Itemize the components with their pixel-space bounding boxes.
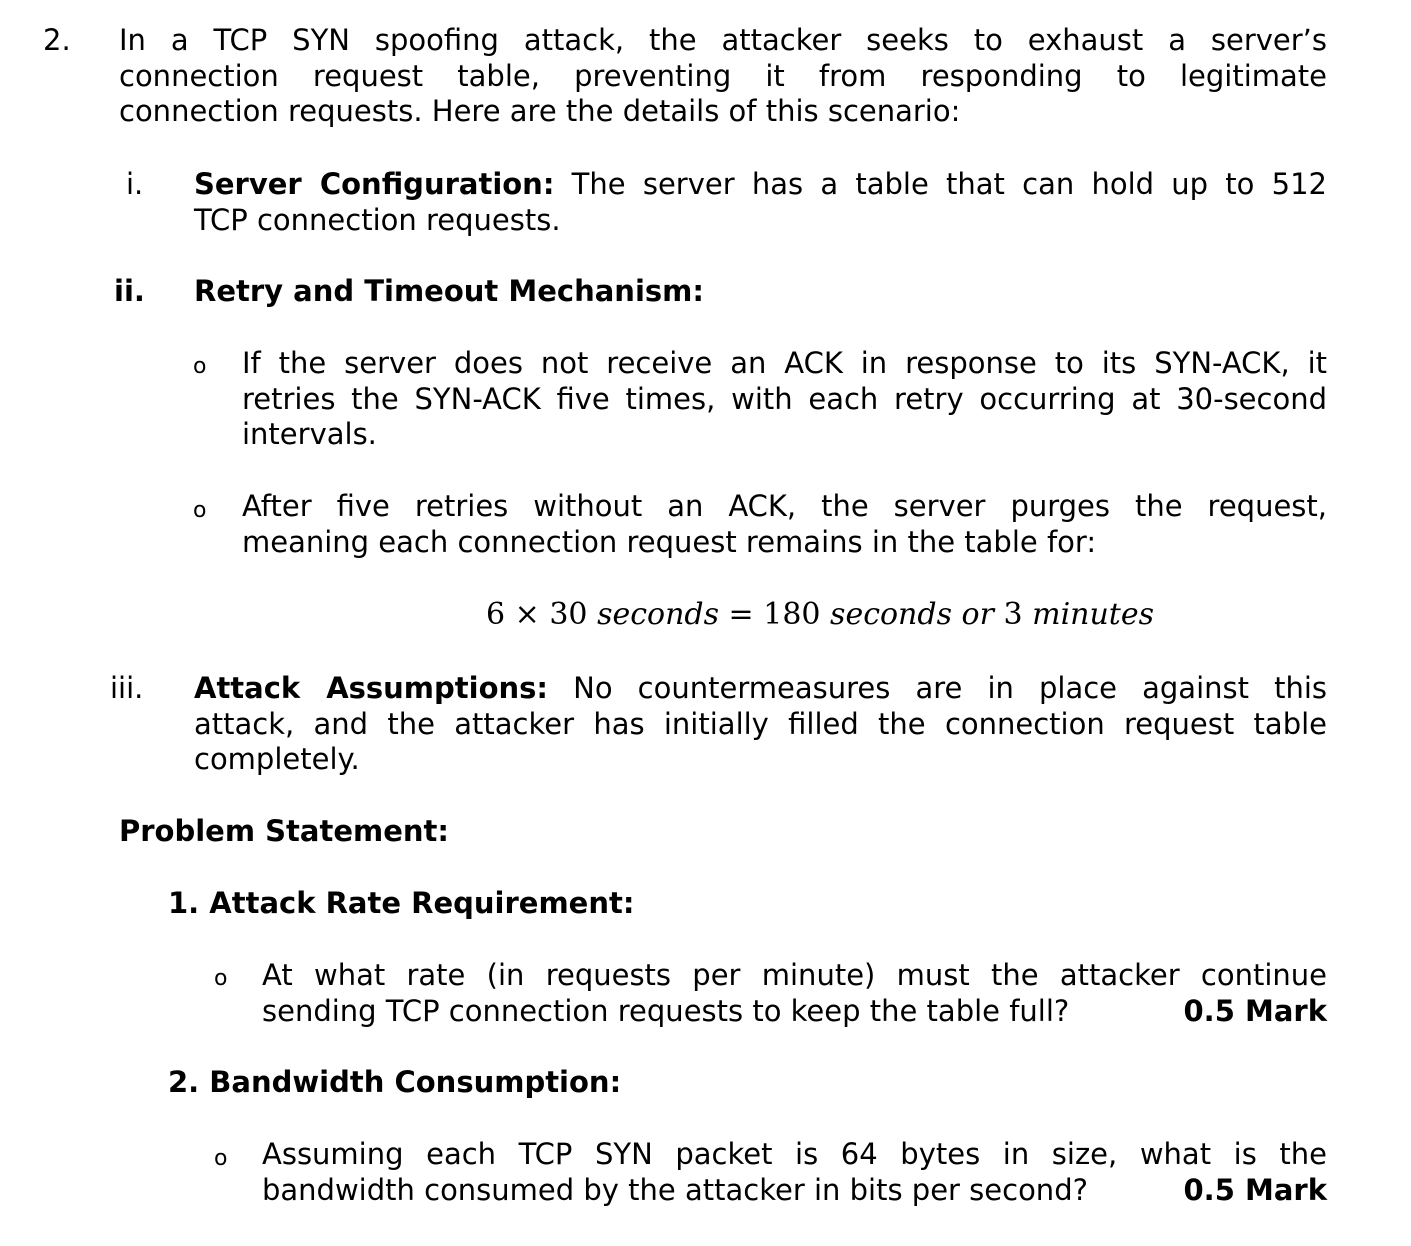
- bullet-icon: o: [193, 498, 207, 523]
- item-3-line-2: attack, and the attacker has initially filled the connection request table: [194, 706, 1327, 741]
- item-1-title: Server Configuration:: [194, 167, 555, 201]
- item-1-line-1: [194, 167, 1327, 203]
- part-1-line-2: [262, 994, 1327, 1030]
- bullet-icon: o: [193, 354, 207, 379]
- formula-equals: =: [728, 597, 754, 632]
- formula-d: 3: [1003, 597, 1023, 632]
- item-2-bullet-2-line-1: After five retries without an ACK, the server purges the request,: [242, 489, 1327, 523]
- problem-heading: Problem Statement:: [119, 814, 450, 848]
- intro-line-2: connection request table, preventing it from responding to legitimate: [119, 58, 1327, 93]
- item-1-line-2: TCP connection requests.: [194, 202, 561, 237]
- item-1-marker: i.: [126, 167, 144, 201]
- item-3-line-3: completely.: [194, 742, 360, 776]
- item-2-marker: ii.: [114, 274, 145, 308]
- formula-times: ×: [514, 597, 540, 632]
- question-intro: [119, 23, 1327, 130]
- formula-b: 30: [549, 597, 588, 632]
- formula-c: 180: [763, 597, 821, 632]
- bullet-icon: o: [214, 966, 228, 991]
- formula-seconds-1: seconds: [597, 597, 719, 632]
- item-3-title: Attack Assumptions:: [194, 671, 549, 705]
- question-number: 2.: [43, 23, 71, 57]
- part-1-question: [262, 958, 1327, 1029]
- formula-minutes: minutes: [1032, 597, 1155, 632]
- part-1-mark: 0.5 Mark: [1183, 993, 1327, 1028]
- formula-or: or: [961, 597, 994, 632]
- item-3-marker: iii.: [110, 671, 144, 705]
- item-2-bullet-1: [242, 346, 1327, 453]
- item-2-bullet-2: [242, 489, 1327, 560]
- item-3-attack-assumptions: [194, 671, 1327, 778]
- item-1-line-1-rest: The server has a table that can hold up to 512: [554, 167, 1327, 201]
- part-1-title: 1. Attack Rate Requirement:: [168, 886, 635, 920]
- intro-line-1: In a TCP SYN spoofing attack, the attacker seeks to exhaust a server’s: [119, 23, 1327, 57]
- item-2-bullet-1-line-3: intervals.: [242, 417, 377, 451]
- part-2-question: [262, 1137, 1327, 1208]
- part-2-line-2: [262, 1173, 1327, 1209]
- intro-line-3: connection requests. Here are the details of this scenario:: [119, 94, 961, 128]
- item-3-line-1-rest: No countermeasures are in place against this: [548, 671, 1328, 705]
- part-2-title: 2. Bandwidth Consumption:: [168, 1065, 622, 1099]
- item-1-server-configuration: [194, 167, 1327, 238]
- formula-a: 6: [486, 597, 506, 632]
- part-2-line-1: Assuming each TCP SYN packet is 64 bytes in size, what is the: [262, 1137, 1327, 1171]
- part-2-line-2-text: bandwidth consumed by the attacker in bits per second?: [262, 1172, 1088, 1207]
- item-2-bullet-1-line-1: If the server does not receive an ACK in response to its SYN-ACK, it: [242, 346, 1327, 380]
- formula-seconds-2: seconds: [830, 597, 952, 632]
- item-2-bullet-2-line-2: meaning each connection request remains in the table for:: [242, 524, 1097, 559]
- item-3-line-1: [194, 671, 1327, 707]
- timeout-formula: [486, 597, 1154, 633]
- item-2-bullet-1-line-2: retries the SYN-ACK five times, with each retry occurring at 30-second: [242, 381, 1327, 416]
- bullet-icon: o: [214, 1146, 228, 1171]
- part-1-line-1: At what rate (in requests per minute) must the attacker continue: [262, 958, 1327, 992]
- item-2-title: Retry and Timeout Mechanism:: [194, 274, 704, 308]
- part-2-mark: 0.5 Mark: [1183, 1172, 1327, 1207]
- part-1-line-2-text: sending TCP connection requests to keep the table full?: [262, 993, 1070, 1028]
